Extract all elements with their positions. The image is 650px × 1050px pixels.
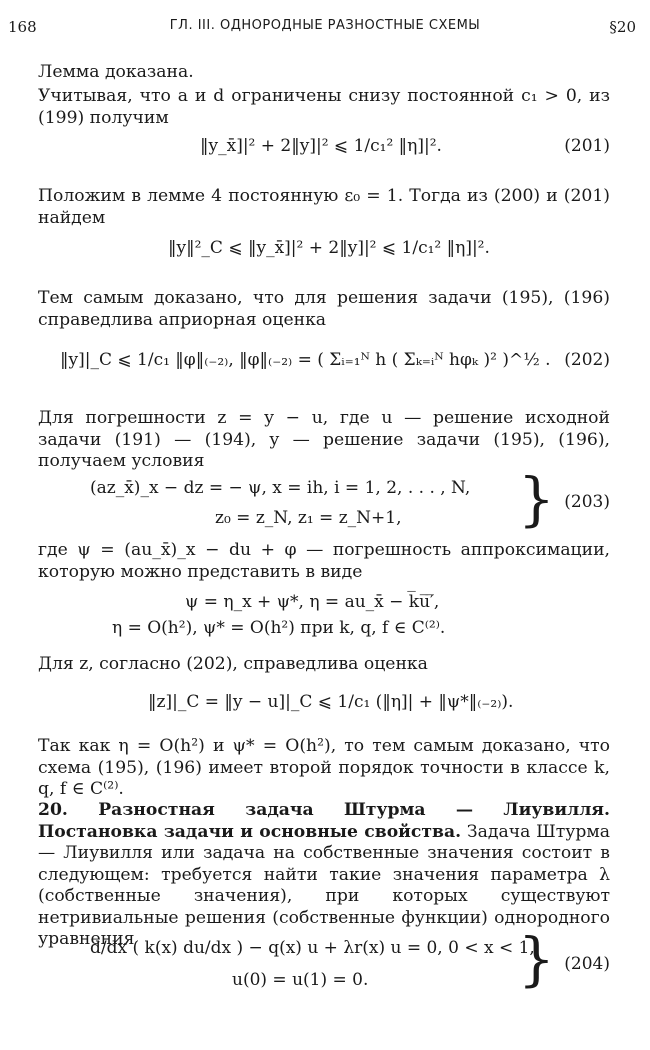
formula-order-estimates: η = O(h²), ψ* = O(h²) при k, q, f ∈ C⁽²⁾. [112, 618, 446, 638]
paragraph-error: Для погрешности z = y − u, где u — решение исходной задачи (191) — (194), y — решение задачи (195), (196), получаем условия [38, 408, 610, 471]
formula-psi-decomposition: ψ = η_x + ψ*, η = au_x̄ − k̅u̅′̅, [185, 592, 440, 612]
equation-number-203: (203) [564, 492, 610, 512]
page-number: 168 [8, 18, 37, 36]
formula-204-line2: u(0) = u(1) = 0. [232, 970, 369, 990]
paragraph-lemma-proved: Лемма доказана. [38, 62, 194, 82]
equation-number-204: (204) [564, 954, 610, 974]
section-20-heading: 20. Разностная задача Штурма — Лиувилля. Постановка задачи и основные свойства. [38, 800, 610, 842]
formula-201: ‖y_x̄]|² + 2‖y]|² ⩽ 1/c₁² ‖η]|². [200, 136, 442, 156]
formula-norm-chain: ‖y‖²_C ⩽ ‖y_x̄]|² + 2‖y]|² ⩽ 1/c₁² ‖η]|². [168, 238, 490, 258]
formula-203-line2: z₀ = z_N, z₁ = z_N+1, [215, 508, 402, 528]
section-number: §20 [609, 18, 636, 36]
paragraph-estimate-z: Для z, согласно (202), справедлива оценка [38, 654, 428, 674]
running-title: ГЛ. III. ОДНОРОДНЫЕ РАЗНОСТНЫЕ СХЕМЫ [169, 18, 481, 33]
formula-204-line1: d/dx ( k(x) du/dx ) − q(x) u + λr(x) u = 0, 0 < x < 1, [90, 938, 535, 958]
paragraph-lemma4: Положим в лемме 4 постоянную ε₀ = 1. Тогда из (200) и (201) найдем [38, 186, 610, 228]
paragraph-bounds: Учитывая, что a и d ограничены снизу постоянной c₁ > 0, из (199) получим [38, 86, 610, 128]
right-brace-203: } [518, 465, 555, 533]
equation-number-202: (202) [564, 350, 610, 370]
paragraph-second-order: Так как η = O(h²) и ψ* = O(h²), то тем самым доказано, что схема (195), (196) имеет второй порядок точности в классе k, q, f ∈ C⁽²⁾. [38, 736, 610, 799]
equation-number-201: (201) [564, 136, 610, 156]
formula-203-line1: (az_x̄)_x − dz = − ψ, x = ih, i = 1, 2, . . . , N, [90, 478, 471, 498]
section-20-body: Задача Штурма — Лиувилля или задача на собственные значения состоит в следующем: требуется найти такие значения параметра λ (собственные значения), при которых существуют нетривиальные решения (собственные функции) однородного уравнения [38, 821, 610, 949]
page-header [0, 18, 650, 40]
formula-202: ‖y]|_C ⩽ 1/c₁ ‖φ‖₍₋₂₎, ‖φ‖₍₋₂₎ = ( Σᵢ₌₁ᴺ h ( Σₖ₌ᵢᴺ hφₖ )² )^½ . [60, 350, 551, 370]
right-brace-204: } [518, 925, 555, 993]
paragraph-approximation: где ψ = (au_x̄)_x − du + φ — погрешность аппроксимации, которую можно представить в виде [38, 540, 610, 582]
formula-z-estimate: ‖z]|_C = ‖y − u]|_C ⩽ 1/c₁ (‖η]| + ‖ψ*‖₍₋₂₎). [148, 692, 514, 712]
paragraph-apriori: Тем самым доказано, что для решения задачи (195), (196) справедлива априорная оценка [38, 288, 610, 330]
